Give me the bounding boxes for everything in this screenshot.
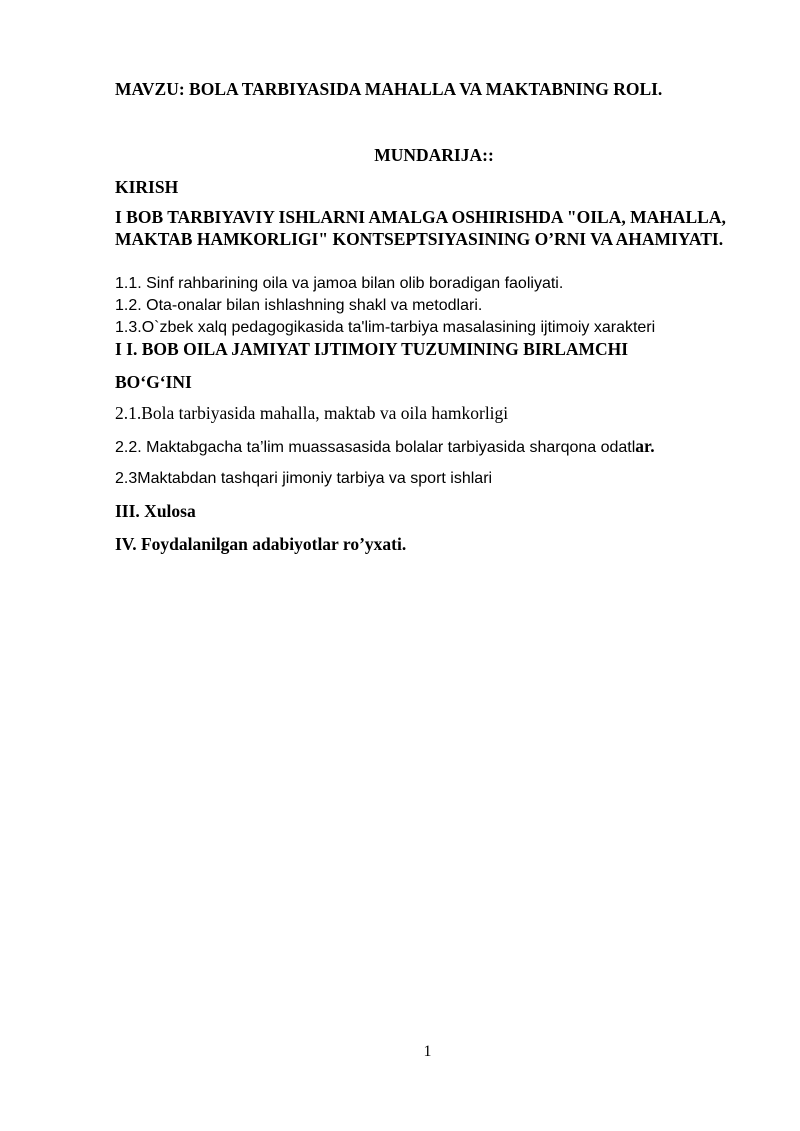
toc-intro: KIRISH <box>115 177 179 197</box>
toc-chapter-1-title: I BOB TARBIYAVIY ISHLARNI AMALGA OSHIRISHDA "OILA, MAHALLA, MAKTAB HAMKORLIGI" KONTSEPTSIYASINING O’RNI VA AHAMIYATI. <box>115 207 726 249</box>
toc-section-2-2-bold-tail: ar. <box>635 436 655 456</box>
toc-heading: MUNDARIJA:: <box>374 145 494 165</box>
toc-chapter-2-title: I I. BOB OILA JAMIYAT IJTIMOIY TUZUMINING BIRLAMCHI <box>115 339 629 359</box>
document-title: MAVZU: BOLA TARBIYASIDA MAHALLA VA MAKTABNING ROLI. <box>115 79 663 99</box>
toc-section-2-2-text: 2.2. Maktabgacha ta’lim muassasasida bolalar tarbiyasida sharqona odatl <box>115 439 636 456</box>
toc-references: IV. Foydalanilgan adabiyotlar ro’yxati. <box>115 534 407 554</box>
toc-section-1-3: 1.3.O`zbek xalq pedagogikasida ta'lim-tarbiya masalasining ijtimoiy xarakteri <box>115 319 656 336</box>
toc-section-2-2 <box>115 435 655 459</box>
toc-section-1-2: 1.2. Ota-onalar bilan ishlashning shakl va metodlari. <box>115 297 483 314</box>
toc-conclusion: III. Xulosa <box>115 501 196 521</box>
page-number: 1 <box>423 1043 432 1060</box>
toc-section-1-1: 1.1. Sinf rahbarining oila va jamoa bilan olib boradigan faoliyati. <box>115 275 564 292</box>
toc-chapter-2-title-cont: BO‘G‘INI <box>115 372 192 392</box>
toc-section-2-1: 2.1.Bola tarbiyasida mahalla, maktab va oila hamkorligi <box>115 403 509 423</box>
toc-section-2-3: 2.3Maktabdan tashqari jimoniy tarbiya va sport ishlari <box>115 470 493 487</box>
